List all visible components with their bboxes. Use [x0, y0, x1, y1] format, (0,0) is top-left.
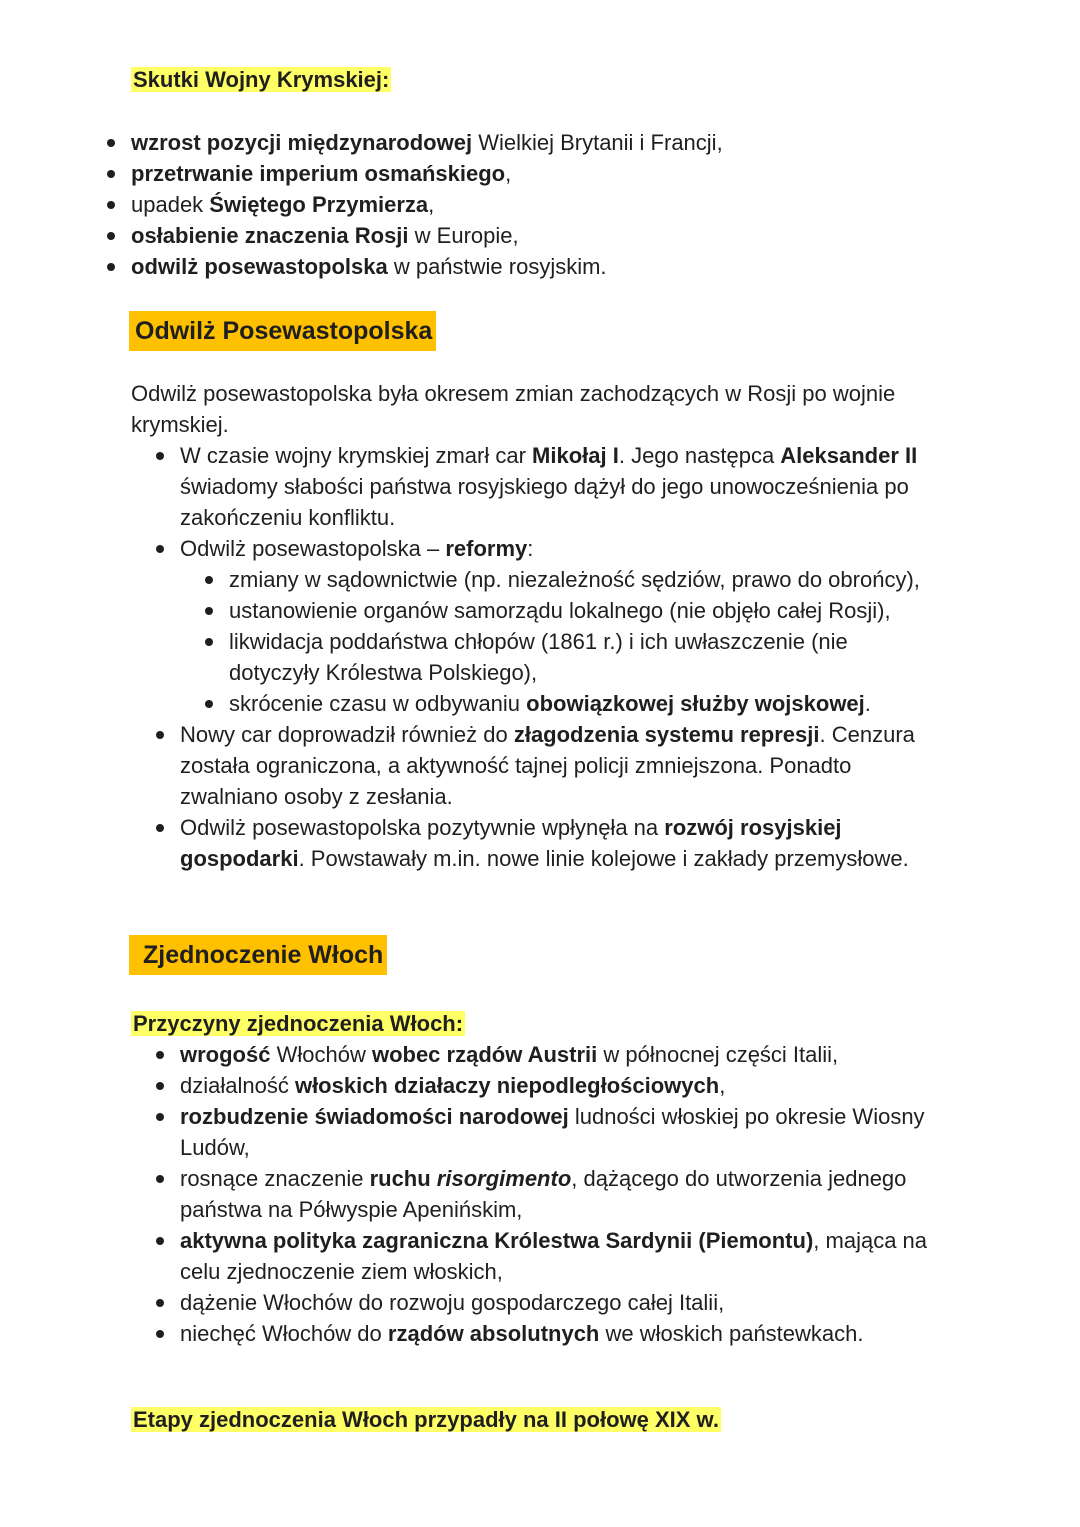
list-item: rosnące znaczenie ruchu risorgimento, dążącego do utworzenia jednego państwa na Półwyspie Apenińskim, — [180, 1163, 960, 1225]
effects-list-block — [0, 127, 1080, 282]
section-italy — [0, 935, 1080, 975]
list-item: dążenie Włochów do rozwoju gospodarczego całej Italii, — [180, 1287, 960, 1318]
list-item: osłabienie znaczenia Rosji w Europie, — [131, 220, 1080, 251]
heading-effects: Skutki Wojny Krymskiej: — [133, 67, 390, 92]
list-item: Odwilż posewastopolska pozytywnie wpłynęła na rozwój rosyjskiej gospodarki. Powstawały m.in. nowe linie kolejowe i zakłady przemysłowe. — [180, 812, 950, 874]
list-item: aktywna polityka zagraniczna Królestwa Sardynii (Piemontu), mająca na celu zjednoczenie ziem włoskich, — [180, 1225, 960, 1287]
list-item: niechęć Włochów do rządów absolutnych we włoskich państewkach. — [180, 1318, 960, 1349]
list-item: przetrwanie imperium osmańskiego, — [131, 158, 1080, 189]
italy-causes — [0, 1008, 1080, 1349]
list-item: działalność włoskich działaczy niepodległościowych, — [180, 1070, 960, 1101]
stages-note: Etapy zjednoczenia Włoch przypadły na II połowę XIX w. — [133, 1407, 719, 1432]
thaw-content — [0, 378, 1080, 874]
list-item: rozbudzenie świadomości narodowej ludności włoskiej po okresie Wiosny Ludów, — [180, 1101, 960, 1163]
list-item: likwidacja poddaństwa chłopów (1861 r.) i ich uwłaszczenie (nie dotyczyły Królestwa Polskiego), — [229, 626, 930, 688]
causes-list — [0, 1039, 1080, 1349]
section-thaw — [0, 311, 1080, 351]
reforms-list — [0, 564, 1080, 719]
list-item: upadek Świętego Przymierza, — [131, 189, 1080, 220]
list-item: odwilż posewastopolska w państwie rosyjskim. — [131, 251, 1080, 282]
heading-thaw: Odwilż Posewastopolska — [129, 311, 436, 351]
list-item: Odwilż posewastopolska – reformy: — [180, 533, 930, 564]
heading-italy: Zjednoczenie Włoch — [129, 935, 387, 975]
italy-footer — [0, 1404, 1080, 1435]
list-item: wzrost pozycji międzynarodowej Wielkiej Brytanii i Francji, — [131, 127, 1080, 158]
list-item: skrócenie czasu w odbywaniu obowiązkowej służby wojskowej. — [229, 688, 930, 719]
list-item: wrogość Włochów wobec rządów Austrii w północnej części Italii, — [180, 1039, 960, 1070]
heading-causes: Przyczyny zjednoczenia Włoch: — [133, 1011, 464, 1036]
list-item: W czasie wojny krymskiej zmarł car Mikołaj I. Jego następca Aleksander II świadomy słabości państwa rosyjskiego dążył do jego unowocześnienia po zakończeniu konfliktu. — [180, 440, 930, 533]
thaw-list — [0, 440, 1080, 564]
section-effects-crimean-war — [0, 64, 1080, 95]
thaw-list-2 — [0, 719, 1080, 874]
list-item: ustanowienie organów samorządu lokalnego (nie objęło całej Rosji), — [229, 595, 930, 626]
effects-list — [0, 127, 1080, 282]
list-item: zmiany w sądownictwie (np. niezależność sędziów, prawo do obrońcy), — [229, 564, 930, 595]
list-item: Nowy car doprowadził również do złagodzenia systemu represji. Cenzura została ograniczona, a aktywność tajnej policji zmniejszona. Ponadto zwalniano osoby z zesłania. — [180, 719, 950, 812]
thaw-intro: Odwilż posewastopolska była okresem zmian zachodzących w Rosji po wojnie krymskiej. — [131, 381, 896, 437]
